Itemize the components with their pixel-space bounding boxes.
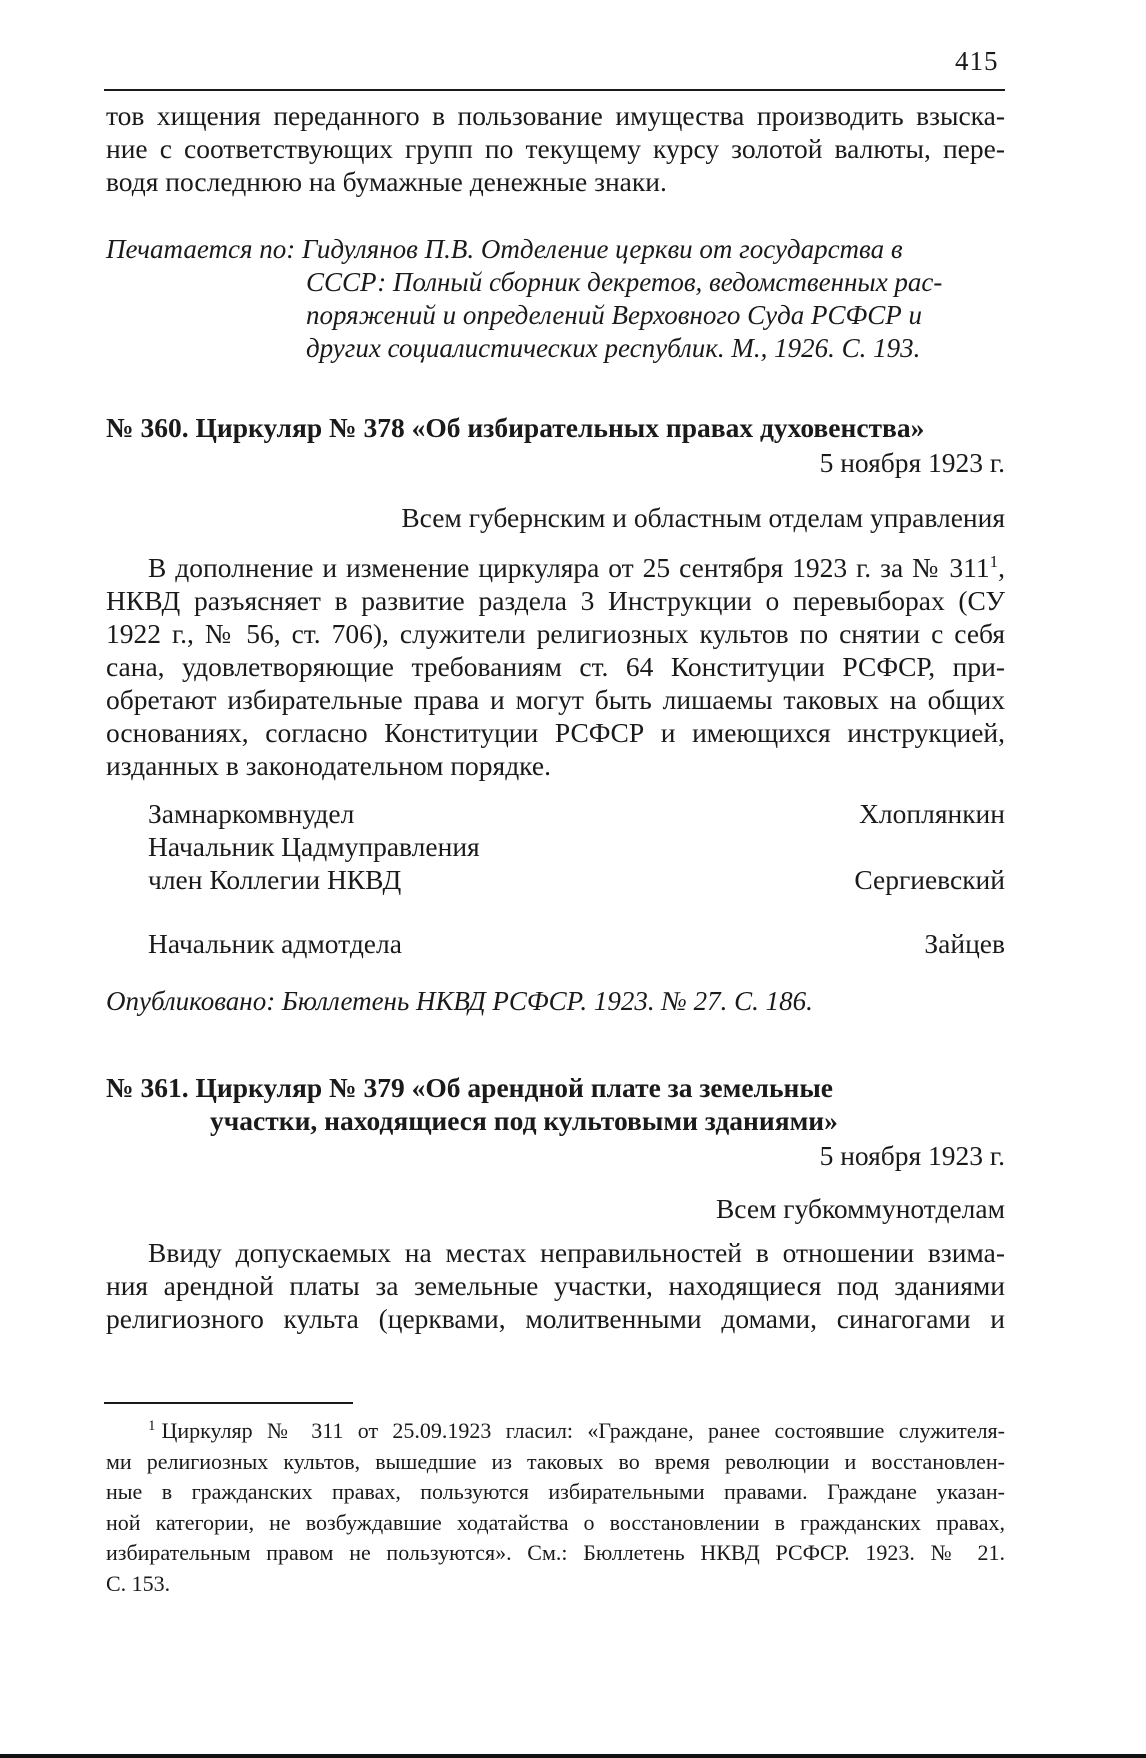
doc361-body-line: Ввиду допускаемых на местах неправильностей в отношении взима- [148,1237,1005,1268]
doc360-body-text: , [998,552,1005,583]
footnote-reference: 1 [989,552,999,571]
scan-edge [0,1754,1146,1758]
header-rule [104,89,1005,91]
footnote-line: ми религиозных культов, вышедшие из таковых во время революции и восстановлен- [106,1448,1005,1474]
doc360-body-line: основаниях, согласно Конституции РСФСР и имеющихся инструкцией, [106,717,1005,748]
doc361-heading-line: участки, находящиеся под культовыми зданиями» [210,1105,838,1136]
footnote-line: избирательным правом не пользуются». См.: Бюллетень НКВД РСФСР. 1923. № 21. [106,1540,1005,1565]
doc361-heading [106,1071,1005,1137]
doc360-addressee: Всем губернским и областным отделам управления [401,502,1005,533]
doc360-signatures [106,797,1005,960]
doc360-date: 5 ноября 1923 г. [819,447,1005,478]
doc361-body-line: ния арендной платы за земельные участки, находящиеся под зданиями [106,1270,1005,1301]
signature-name: Хлоплянкин [859,798,1005,829]
doc360-body-text: В дополнение и изменение циркуляра от 25 сентября 1923 г. за № 311 [148,552,990,583]
footnote-line: ной категории, не возбуждавшие ходатайства о восстановлении в гражданских правах, [106,1509,1005,1535]
doc361-body-line: религиозного культа (церквами, молитвенными домами, синагогами и [106,1303,1005,1334]
source-note [106,233,1005,365]
doc360-body-line: 1922 г., № 56, ст. 706), служители религиозных культов по снятии с себя [106,618,1005,649]
doc360-body-line [106,545,1005,584]
signature-row [106,797,1005,830]
footnote-line [106,1411,1005,1447]
top-paragraph-line: водя последнюю на бумажные денежные знаки. [106,166,667,197]
signature-role: Замнаркомвнудел [148,798,355,829]
top-paragraph-line: ние с соответствующих групп по текущему курсу золотой валюты, пере- [106,133,1005,164]
signature-row [106,863,1005,896]
doc361-date: 5 ноября 1923 г. [819,1140,1005,1171]
doc360-body-line: обретают избирательные права и могут быть лишаемы таковых на общих [106,684,1005,715]
doc361-addressee: Всем губкоммунотделам [715,1193,1005,1224]
signature-name: Сергиевский [854,864,1005,895]
doc360-body-line: НКВД разъясняет в развитие раздела 3 Инструкции о перевыборах (СУ [106,585,1005,616]
signature-role: член Коллегии НКВД [148,864,402,895]
footnote-marker: 1 [148,1418,156,1434]
footnote [106,1411,1005,1599]
doc360-published: Опубликовано: Бюллетень НКВД РСФСР. 1923. № 27. С. 186. [106,986,813,1016]
signature-role: Начальник Цадмуправления [148,831,480,862]
footnote-rule [104,1402,353,1404]
source-note-line: поряжений и определений Верховного Суда РСФСР и [306,300,922,330]
doc360-body-line: сана, удовлетворяющие требованиям ст. 64 Конституции РСФСР, при- [106,651,1005,682]
footnote-line: ные в гражданских правах, пользуются избирательными правами. Граждане указан- [106,1479,1005,1504]
footnote-text: Циркуляр № 311 от 25.09.1923 гласил: «Граждане, ранее состоявшие служителя- [161,1418,1005,1443]
source-note-line: Печатается по: Гидулянов П.В. Отделение церкви от государства в [106,234,903,264]
doc360-body-line: изданных в законодательном порядке. [106,750,551,781]
top-paragraph [106,99,1005,198]
doc360-heading: № 360. Циркуляр № 378 «Об избирательных правах духовенства» [106,412,925,443]
top-paragraph-line: тов хищения переданного в пользование имущества производить взыска- [106,100,1005,131]
signature-row [106,830,1005,863]
page-number: 415 [955,46,999,76]
signature-row [106,927,1005,960]
signature-role: Начальник адмотдела [148,928,402,959]
source-note-line: СССР: Полный сборник декретов, ведомственных рас- [306,267,943,297]
source-note-line: других социалистических республик. М., 1926. С. 193. [306,333,921,363]
doc361-heading-line: № 361. Циркуляр № 379 «Об арендной плате за земельные [106,1072,834,1103]
footnote-line: С. 153. [106,1570,171,1596]
doc361-body [106,1236,1005,1335]
signature-name: Зайцев [924,928,1005,959]
doc360-body [106,545,1005,782]
